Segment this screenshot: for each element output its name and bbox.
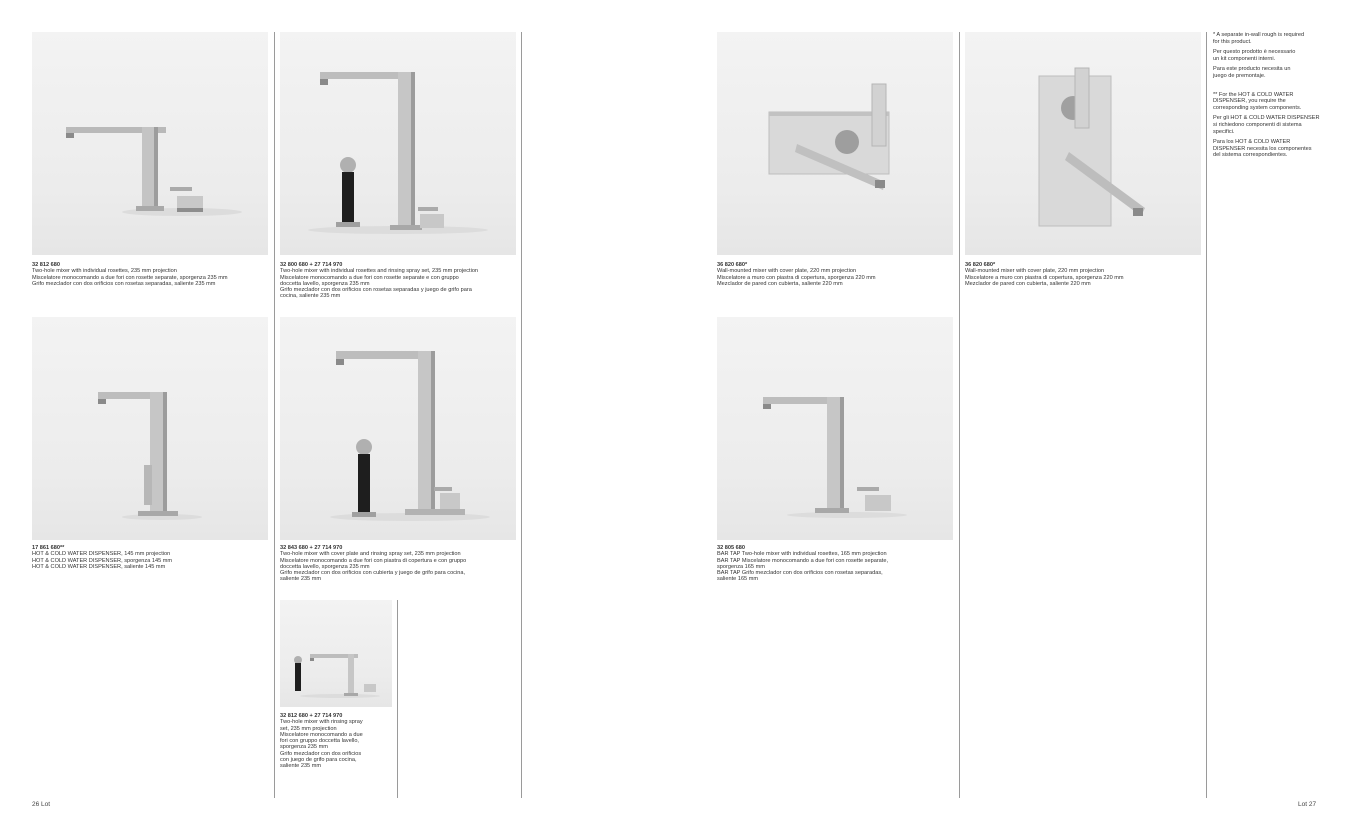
footnote: Per gli HOT & COLD WATER DISPENSER si richiedono componenti di sistema specifici.: [1213, 115, 1320, 135]
product-caption: 36 820 680* Wall-mounted mixer with cover plate, 220 mm projection Miscelatore a muro con piastra di copertura, sporgenza 220 mm Mezclador de pared con cubierta, saliente 220 mm: [965, 262, 1124, 287]
product-image-water-dispenser: [32, 317, 268, 540]
product-image-wall-mixer-angle: [965, 32, 1201, 255]
product-image-mixer-with-spray: [280, 32, 516, 255]
footnote: ** For the HOT & COLD WATER DISPENSER, you require the corresponding system components.: [1213, 91, 1302, 111]
column-divider: [274, 32, 275, 798]
product-caption: 17 861 680** HOT & COLD WATER DISPENSER, 145 mm projection HOT & COLD WATER DISPENSER, sporgenza 145 mm HOT & COLD WATER DISPENSER, saliente 145 mm: [32, 545, 173, 570]
product-caption: 32 843 680 + 27 714 970 Two-hole mixer with cover plate and rinsing spray set, 235 mm projection Miscelatore monocomando a due fori con piastra di copertura e con gruppo doccetta lavello, sporgenza 235 mm Grifo mezclador con dos orificios con cubierta y juego de grifo para cocina, saliente 235 mm: [280, 545, 467, 583]
column-divider: [1206, 32, 1207, 798]
column-divider: [959, 32, 960, 798]
product-caption: 36 820 680* Wall-mounted mixer with cover plate, 220 mm projection Miscelatore a muro con piastra di copertura, sporgenza 220 mm Mezclador de pared con cubierta, saliente 220 mm: [717, 262, 876, 287]
product-caption: 32 800 680 + 27 714 970 Two-hole mixer with individual rosettes and rinsing spray set, 235 mm projection Miscelatore monocomando a due fori con rosette separate e con gruppo doccetta lavello, sporgenza 235 mm Grifo mezclador con dos orificios con rosetas separadas y juego de grifo para cocina, saliente 235 mm: [280, 262, 479, 300]
footnote-block: [1213, 32, 1338, 159]
product-image-two-hole-mixer: [32, 32, 268, 255]
footnote: Per questo prodotto è necessario un kit componenti interni.: [1213, 49, 1296, 62]
product-caption: 32 805 680 BAR TAP Two-hole mixer with individual rosettes, 165 mm projection BAR TAP Miscelatore monocomando a due fori con rosette separate, sporgenza 165 mm BAR TAP Grifo mezclador con dos orificios con rosetas separadas, saliente 165 mm: [717, 545, 889, 583]
product-image-mixer-spray-small: [280, 600, 392, 707]
column-divider: [397, 600, 398, 798]
page-folio-right: Lot 27: [1298, 801, 1317, 808]
product-caption: 32 812 680 + 27 714 970 Two-hole mixer with rinsing spray set, 235 mm projection Miscelatore monocomando a due fori con gruppo doccetta lavello, sporgenza 235 mm Grifo mezclador con dos orificios con juego de grifo para cocina, saliente 235 mm: [280, 713, 363, 770]
product-caption: 32 812 680 Two-hole mixer with individual rosettes, 235 mm projection Miscelatore monocomando a due fori con rosette separate, sporgenza 235 mm Grifo mezclador con dos orificios con rosetas separadas, saliente 235 mm: [32, 262, 228, 287]
footnote: Para este producto necesita un juego de premontaje.: [1213, 66, 1291, 79]
product-image-mixer-cover-plate-spray: [280, 317, 516, 540]
page-folio-left: 26 Lot: [32, 801, 51, 808]
footnote: Para los HOT & COLD WATER DISPENSER necesita los componentes del sistema correspondientes.: [1213, 139, 1312, 159]
product-image-wall-mixer-front: [717, 32, 953, 255]
column-divider: [521, 32, 522, 798]
footnote: * A separate in-wall rough is required for this product.: [1213, 32, 1305, 45]
product-image-bar-tap: [717, 317, 953, 540]
